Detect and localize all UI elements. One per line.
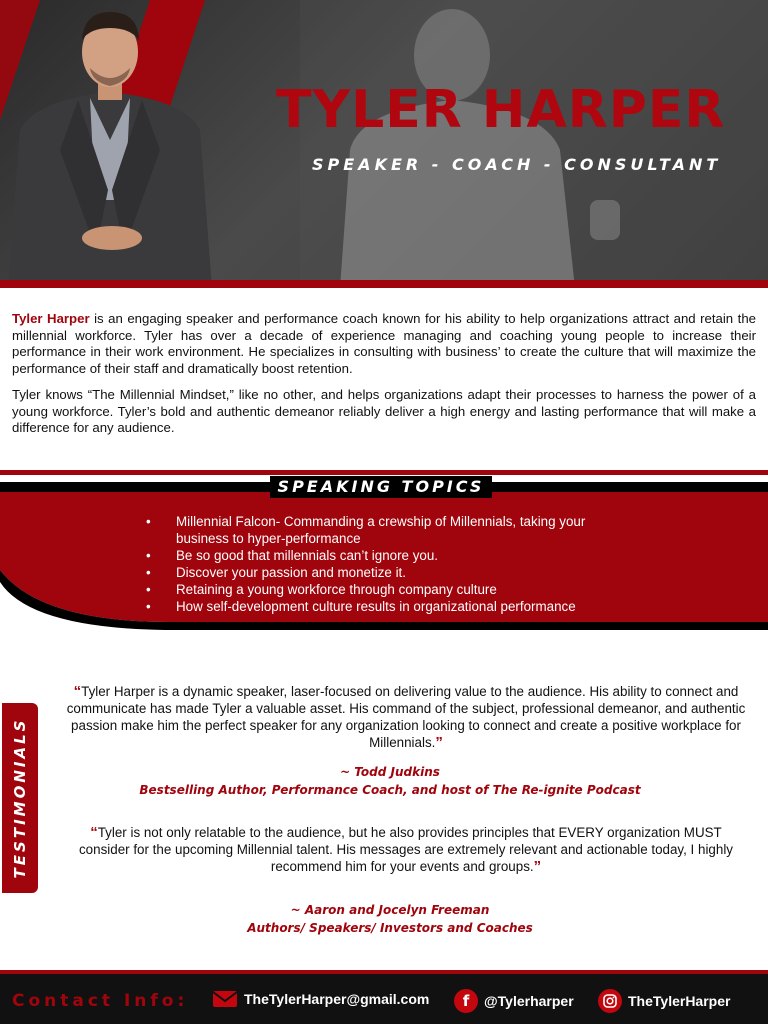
instagram-icon — [598, 989, 622, 1013]
bio-paragraph-1-text: is an engaging speaker and performance coach known for his ability to help organizations attract and retain the millennial workforce. Tyler has over a decade of experience managing and coaching young people to increase their performance in their work environment. He specializes in consulting with business’ to create the culture that will maximize the performance of their staff and dramatically boost retention. — [12, 311, 756, 376]
header-graphics — [0, 0, 768, 288]
topic-item: • Discover your passion and monetize it. — [146, 564, 626, 581]
facebook-icon: f — [454, 989, 478, 1013]
contact-info-label: Contact Info: — [12, 991, 189, 1011]
biography — [12, 311, 756, 447]
testimonial-attribution-1 — [120, 763, 660, 799]
contact-facebook[interactable] — [454, 989, 574, 1013]
header-banner — [0, 0, 768, 288]
speaking-topics-list — [146, 513, 626, 615]
testimonial-2-role: Authors/ Speakers/ Investors and Coaches — [247, 921, 533, 935]
background-speaker-photo — [300, 0, 768, 288]
topic-item: • How self-development culture results in organizational performance — [146, 598, 626, 615]
topic-item: • Be so good that millennials can’t ignore you. — [146, 547, 626, 564]
contact-email[interactable] — [212, 989, 429, 1009]
close-quote-mark: ” — [435, 734, 443, 751]
bio-paragraph-2: Tyler knows “The Millennial Mindset,” like no other, and helps organizations adapt their processes to harness the power of a young workforce. Tyler’s bold and authentic demeanor reliably deliver a high energy and lasting performance that will make a difference for any audience. — [12, 387, 756, 435]
header-divider — [0, 280, 768, 288]
contact-instagram[interactable] — [598, 989, 730, 1013]
testimonial-1-text: Tyler Harper is a dynamic speaker, laser-focused on delivering value to the audience. His ability to connect and communicate has made Tyler a valuable asset. His command of the subject, professional demeanor, and authentic passion make him the perfect speaker for any organization looking to connect and create a positive workplace for Millennials. — [66, 684, 746, 750]
speaking-topics-title: SPEAKING TOPICS — [270, 476, 492, 498]
testimonials-label: TESTIMONIALS — [11, 717, 29, 879]
testimonial-2-text: Tyler is not only relatable to the audience, but he also provides principles that EVERY organization MUST consider for the upcoming Millennial talent. His messages are extremely relevant and actionable today, I highly recommend him for your events and groups. — [78, 825, 733, 874]
testimonial-quote-2 — [70, 824, 742, 875]
email-address[interactable]: TheTylerHarper@gmail.com — [244, 991, 430, 1007]
close-quote-mark: ” — [533, 858, 542, 875]
instagram-handle[interactable]: TheTylerHarper — [628, 993, 731, 1009]
open-quote-mark: “ — [73, 683, 82, 700]
topic-item: • Millennial Falcon- Commanding a crewship of Millennials, taking your business to hyper-performance — [146, 513, 626, 547]
topic-item: • Retaining a young workforce through company culture — [146, 581, 626, 598]
open-quote-mark: “ — [90, 824, 98, 841]
facebook-handle[interactable]: @Tylerharper — [484, 993, 574, 1009]
testimonial-attribution-2 — [180, 901, 600, 937]
bio-name-highlight: Tyler Harper — [12, 311, 90, 326]
testimonials-tab — [2, 703, 38, 893]
testimonial-1-author: ~ Todd Judkins — [340, 765, 440, 779]
testimonial-quote-1 — [58, 683, 754, 751]
speaker-name: TYLER HARPER — [276, 80, 726, 140]
bio-paragraph-1 — [12, 311, 756, 377]
testimonial-2-author: ~ Aaron and Jocelyn Freeman — [290, 903, 490, 917]
speaker-tagline: SPEAKER - COACH - CONSULTANT — [312, 155, 722, 174]
envelope-icon — [212, 989, 238, 1009]
testimonial-1-role: Bestselling Author, Performance Coach, and host of The Re-ignite Podcast — [139, 783, 641, 797]
